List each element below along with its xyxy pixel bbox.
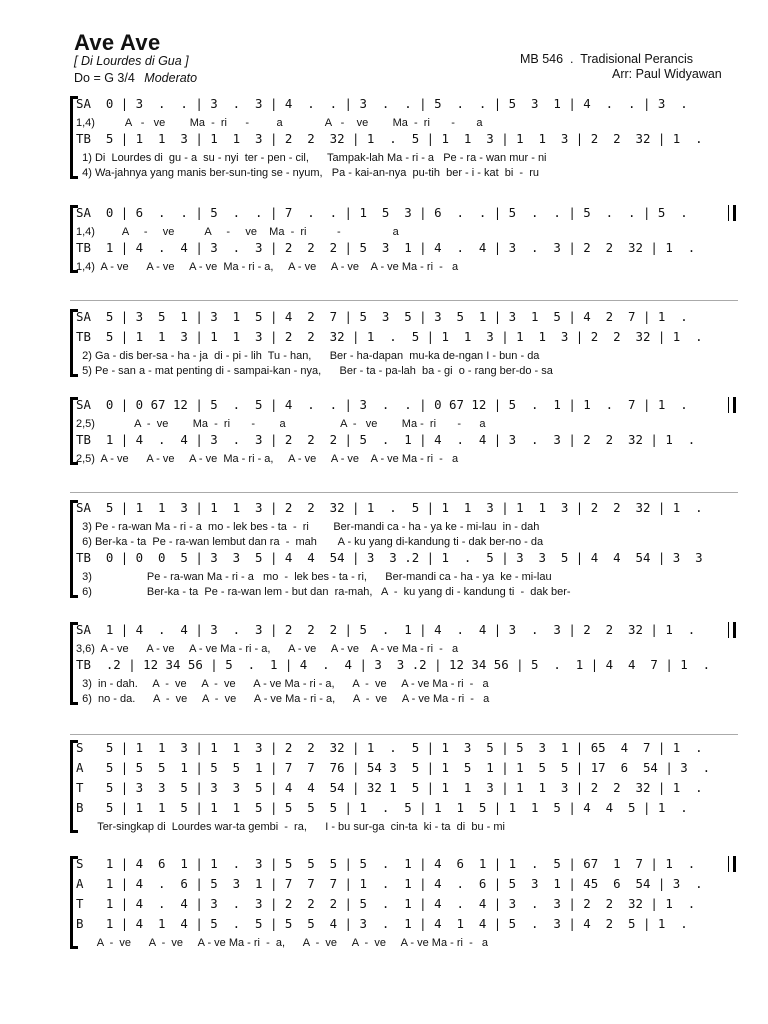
arranger-info: Arr: Paul Widyawan [612,67,722,81]
lyric-line: 3,6) A - ve A - ve A - ve Ma - ri - a, A - ve A - ve A - ve Ma - ri - a [76,643,459,655]
notation-line: S 1 | 4 6 1 | 1 . 3 | 5 5 5 | 5 . 1 | 4 6 1 | 1 . 5 | 67 1 7 | 1 . [76,856,696,871]
lyric-line: 6) no - da. A - ve A - ve A - ve Ma - ri - a, A - ve A - ve Ma - ri - a [76,693,490,705]
lyric-line: 3) Pe - ra-wan Ma - ri - a mo - lek bes - ta - ri, Ber-mandi ca - ha - ya ke - mi-lau [76,571,552,583]
section-divider [70,734,738,735]
notation-line: S 5 | 1 1 3 | 1 1 3 | 2 2 32 | 1 . 5 | 1 3 5 | 5 3 1 | 65 4 7 | 1 . [76,740,703,755]
notation-line: TB 1 | 4 . 4 | 3 . 3 | 2 2 2 | 5 . 1 | 4 . 4 | 3 . 3 | 2 2 32 | 1 . [76,432,696,447]
notation-line: TB 5 | 1 1 3 | 1 1 3 | 2 2 32 | 1 . 5 | 1 1 3 | 1 1 3 | 2 2 32 | 1 . [76,131,703,146]
song-title: Ave Ave [74,30,161,55]
notation-line: SA 1 | 4 . 4 | 3 . 3 | 2 2 2 | 5 . 1 | 4 . 4 | 3 . 3 | 2 2 32 | 1 . [76,622,696,637]
system-bracket [70,500,73,598]
system-bracket [70,309,73,377]
notation-line: TB 1 | 4 . 4 | 3 . 3 | 2 2 2 | 5 3 1 | 4 . 4 | 3 . 3 | 2 2 32 | 1 . [76,240,696,255]
notation-line: TB .2 | 12 34 56 | 5 . 1 | 4 . 4 | 3 3 .2 | 12 34 56 | 5 . 1 | 4 4 7 | 1 . [76,657,711,672]
notation-line: SA 5 | 3 5 1 | 3 1 5 | 4 2 7 | 5 3 5 | 3 5 1 | 3 1 5 | 4 2 7 | 1 . [76,309,688,324]
song-subtitle: [ Di Lourdes di Gua ] [74,54,189,68]
lyric-line: 3) Pe - ra-wan Ma - ri - a mo - lek bes - ta - ri Ber-mandi ca - ha - ya ke - mi-lau in - dah [76,521,540,533]
tempo-text: Moderato [144,71,198,85]
lyric-line: 3) in - dah. A - ve A - ve A - ve Ma - ri - a, A - ve A - ve Ma - ri - a [76,678,489,690]
notation-line: SA 0 | 6 . . | 5 . . | 7 . . | 1 5 3 | 6 . . | 5 . . | 5 . . | 5 . [76,205,688,220]
notation-line: A 1 | 4 . 6 | 5 3 1 | 7 7 7 | 1 . 1 | 4 . 6 | 5 3 1 | 45 6 54 | 3 . [76,876,703,891]
catalog-info: MB 546 . Tradisional Perancis [520,52,693,66]
notation-line: SA 0 | 3 . . | 3 . 3 | 4 . . | 3 . . | 5 . . | 5 3 1 | 4 . . | 3 . [76,96,688,111]
notation-line: TB 5 | 1 1 3 | 1 1 3 | 2 2 32 | 1 . 5 | 1 1 3 | 1 1 3 | 2 2 32 | 1 . [76,329,703,344]
system-bracket [70,856,73,949]
lyric-line: 5) Pe - san a - mat penting di - sampai-kan - nya, Ber - ta - pa-lah ba - gi o - rang ber-do - sa [76,365,553,377]
notation-line: T 5 | 3 3 5 | 3 3 5 | 4 4 54 | 32 1 5 | 1 1 3 | 1 1 3 | 2 2 32 | 1 . [76,780,703,795]
lyric-line: 6) Ber-ka - ta Pe - ra-wan lem - but dan ra-mah, A - ku yang di - kandung ti - dak ber- [76,586,571,598]
final-barline [733,856,736,872]
notation-line: A 5 | 5 5 1 | 5 5 1 | 7 7 76 | 54 3 5 | 1 5 1 | 1 5 5 | 17 6 54 | 3 . [76,760,711,775]
lyric-line: 4) Wa-jahnya yang manis ber-sun-ting se - nyum, Pa - kai-an-nya pu-tih ber - i - kat bi - ru [76,167,539,179]
system-bracket [70,397,73,465]
final-barline [733,397,736,413]
key-signature [74,71,197,85]
system-bracket [70,96,73,179]
system-bracket [70,740,73,833]
notation-line: TB 0 | 0 0 5 | 3 3 5 | 4 4 54 | 3 3 .2 | 1 . 5 | 3 3 5 | 4 4 54 | 3 3 [76,550,703,565]
system-bracket [70,622,73,705]
final-barline [733,622,736,638]
key-text: Do = G 3/4 [74,71,135,85]
notation-line: B 1 | 4 1 4 | 5 . 5 | 5 5 4 | 3 . 1 | 4 1 4 | 5 . 3 | 4 2 5 | 1 . [76,916,688,931]
lyric-line: 1,4) A - ve A - ve Ma - ri - a [76,226,399,238]
lyric-line: 2,5) A - ve A - ve A - ve Ma - ri - a, A - ve A - ve A - ve Ma - ri - a [76,453,459,465]
notation-line: B 5 | 1 1 5 | 1 1 5 | 5 5 5 | 1 . 5 | 1 1 5 | 1 1 5 | 4 4 5 | 1 . [76,800,688,815]
notation-line: SA 5 | 1 1 3 | 1 1 3 | 2 2 32 | 1 . 5 | 1 1 3 | 1 1 3 | 2 2 32 | 1 . [76,500,703,515]
section-divider [70,300,738,301]
lyric-line: 1) Di Lourdes di gu - a su - nyi ter - pen - cil, Tampak-lah Ma - ri - a Pe - ra - wan mur - ni [76,152,547,164]
lyric-line: Ter-singkap di Lourdes war-ta gembi - ra, I - bu sur-ga cin-ta ki - ta di bu - mi [76,821,505,833]
lyric-line: A - ve A - ve A - ve Ma - ri - a, A - ve A - ve A - ve Ma - ri - a [76,937,489,949]
system-bracket [70,205,73,273]
section-divider [70,492,738,493]
lyric-line: 6) Ber-ka - ta Pe - ra-wan lembut dan ra - mah A - ku yang di-kandung ti - dak ber-no - da [76,536,544,548]
notation-line: SA 0 | 0 67 12 | 5 . 5 | 4 . . | 3 . . | 0 67 12 | 5 . 1 | 1 . 7 | 1 . [76,397,688,412]
lyric-line: 1,4) A - ve A - ve A - ve Ma - ri - a, A - ve A - ve A - ve Ma - ri - a [76,261,459,273]
lyric-line: 2,5) A - ve Ma - ri - a A - ve Ma - ri - a [76,418,486,430]
notation-line: T 1 | 4 . 4 | 3 . 3 | 2 2 2 | 5 . 1 | 4 . 4 | 3 . 3 | 2 2 32 | 1 . [76,896,696,911]
final-barline [733,205,736,221]
lyric-line: 2) Ga - dis ber-sa - ha - ja di - pi - lih Tu - han, Ber - ha-dapan mu-ka de-ngan I - bun - da [76,350,540,362]
lyric-line: 1,4) A - ve Ma - ri - a A - ve Ma - ri - a [76,117,483,129]
